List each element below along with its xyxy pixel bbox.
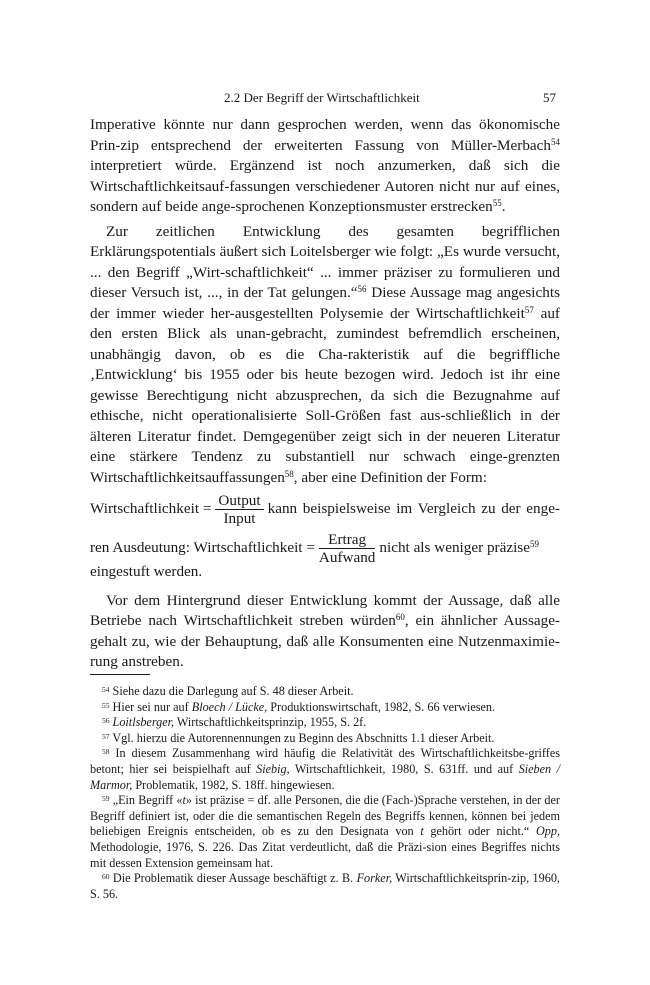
paragraph-3 [90, 591, 560, 673]
footnote-text: Hier sei nur auf [109, 699, 192, 714]
footnote-author: Loitlsberger, [112, 715, 175, 730]
fraction-output-input [215, 492, 263, 527]
footnote-57 [90, 731, 560, 747]
footnote-ref-56: 56 [357, 284, 367, 294]
running-header [90, 90, 560, 108]
paragraph-text: auf den ersten Blick als unan-gebracht, zumindest befremdlich erscheinen, unabhängig davon, ob es die Cha-rakteristik auf die begriffliche ‚Entwicklung‘ bis 1955 oder bis heute bezogen wird. Jedoch ist ihr eine gewisse Berechtigung nicht abzusprechen, da sich die Bezugnahme auf ethische, nicht operationalisierte Soll-Größen fast aus-schließlich in der älteren Literatur findet. Demgegenüber zeigt sich in der neueren Literatur eine stärkere Tendenz zu substantiell nur schwach einge-grenzten Wirtschaftlichkeitsauffassungen [90, 304, 560, 486]
fraction-numerator: Ertrag [319, 531, 376, 549]
paragraph-text: Zur zeitlichen Entwicklung des gesamten begrifflichen Erklärungspotentials äußert sich Loitelsberger wie folgt: „Es wurde versucht, ... den Begriff „Wirt-schaftlichkeit“ ... immer präziser zu formulieren und dieser Versuch ist, ..., in der Tat gelungen.“ [90, 222, 560, 301]
footnote-text: „Ein Begriff « [109, 793, 183, 808]
footnote-text: Die Problematik dieser Aussage beschäftigt z. B. [109, 871, 357, 886]
footnote-number: 54 [102, 685, 110, 694]
footnote-56 [90, 715, 560, 731]
paragraph-text: , aber eine Definition der Form: [293, 468, 487, 486]
footnote-author: Siebig, [256, 761, 290, 776]
footnotes [90, 684, 560, 902]
page-number: 57 [543, 90, 556, 105]
paragraph-text: . [501, 198, 506, 215]
formula-line-2 [90, 531, 560, 566]
fraction-denominator: Aufwand [318, 549, 376, 566]
formula-text: kann beispielsweise im Vergleich zu der enge- [267, 500, 560, 518]
footnote-ref-57: 57 [524, 304, 534, 315]
footnote-author: Bloech / Lücke, [191, 699, 268, 714]
footnote-symbol: t [182, 793, 186, 808]
footnote-58 [90, 746, 560, 793]
footnote-text: » ist präzise = df. alle Personen, die die (Fach-)Sprache verstehen, in der der Begriff definiert ist, oder die die semantischen Regeln des Begriffs kennen, können bei jedem beliebigen Ereignis entscheiden, ob es zu den Designata von [90, 793, 560, 839]
footnote-number: 60 [102, 872, 110, 882]
footnote-text: Wirtschaftlichkeitsprinzip, 1955, S. 2f. [174, 715, 367, 730]
paragraph-2 [90, 222, 560, 489]
running-head-title: 2.2 Der Begriff der Wirtschaftlichkeit [224, 90, 420, 105]
footnote-59 [90, 793, 560, 871]
footnote-ref-60: 60 [395, 612, 405, 622]
footnote-text: Vgl. hierzu die Autorennennungen zu Beginn des Abschnitts 1.1 dieser Arbeit. [109, 730, 495, 745]
footnote-text: Produktionswirtschaft, 1982, S. 66 verwiesen. [267, 699, 496, 714]
formula-text-part: nicht als weniger präzise [379, 539, 530, 557]
footnote-55 [90, 700, 560, 716]
footnote-54 [90, 684, 560, 700]
footnote-text: Wirtschaftlichkeit, 1980, S. 631ff. und auf [289, 761, 519, 776]
footnote-author: Forker, [356, 871, 393, 886]
fraction-ertrag-aufwand [319, 531, 376, 566]
footnote-ref-55: 55 [492, 198, 502, 208]
footnote-text: In diesem Zusammenhang wird häufig die Relativität des Wirtschaftlichkeitsbe-griffes betont; hier sei beispielhaft auf [90, 746, 560, 776]
footnote-text: Problematik, 1982, S. 18ff. hingewiesen. [132, 777, 335, 792]
paragraph-text: , ein ähnlicher Aussage-gehalt zu, wie der Behauptung, daß alle Konsumenten eine Nutzenmaximie-rung anstreben. [90, 612, 560, 670]
footnote-text: Siehe dazu die Darlegung auf S. 48 dieser Arbeit. [109, 684, 354, 698]
footnote-number: 59 [102, 794, 110, 804]
formula-continuation: eingestuft werden. [90, 563, 203, 580]
footnote-author: Opp, [535, 824, 560, 839]
footnote-number: 55 [102, 700, 110, 710]
paragraph-text: Diese Aussage mag angesichts der immer wieder her-ausgestellten Polysemie der Wirtschaftlichkeit [90, 284, 560, 322]
paragraph-text: Vor dem Hintergrund dieser Entwicklung kommt der Aussage, daß alle Betriebe nach Wirtschaftlichkeit streben würden [90, 591, 560, 629]
footnote-number: 56 [102, 716, 110, 726]
footnote-separator [90, 674, 150, 675]
paragraph-text: Imperative könnte nur dann gesprochen werden, wenn das ökonomische Prin-zip entsprechend der erweiterten Fassung von Müller-Merbach [90, 116, 560, 154]
footnote-number: 58 [102, 747, 110, 757]
footnote-60 [90, 871, 560, 902]
footnote-number: 57 [102, 731, 110, 741]
fraction-numerator: Output [215, 492, 263, 510]
footnote-text: gehört oder nicht.“ [423, 824, 536, 839]
formula-lhs: Wirtschaftlichkeit = [90, 500, 212, 518]
formula-lhs: ren Ausdeutung: Wirtschaftlichkeit = [90, 539, 315, 557]
formula-text [379, 538, 539, 559]
footnote-text: Wirtschaftlichkeitsprin-zip, 1960, S. 56. [90, 871, 560, 901]
footnote-author: Sieben / Marmor, [90, 761, 560, 792]
formula-line-1 [90, 492, 560, 527]
footnote-symbol: t [420, 824, 424, 839]
footnote-ref-58: 58 [284, 468, 294, 479]
paragraph-1 [90, 115, 560, 218]
footnote-ref-54: 54 [551, 136, 560, 147]
paragraph-text: interpretiert würde. Ergänzend ist noch anzumerken, daß sich die Wirtschaftlichkeitsauf-fassungen verschiedener Autoren nicht nur auf eines, sondern auf beide ange-sprochenen Konzeptionsmuster erstrecken [90, 157, 560, 215]
footnote-text: Methodologie, 1976, S. 226. Das Zitat verdeutlicht, daß die Präzi-sion eines Begriffes nichts mit dessen Extension gemeinsam hat. [90, 839, 560, 870]
main-text [90, 115, 560, 673]
fraction-denominator: Input [223, 510, 256, 527]
footnote-ref-59: 59 [529, 539, 539, 550]
